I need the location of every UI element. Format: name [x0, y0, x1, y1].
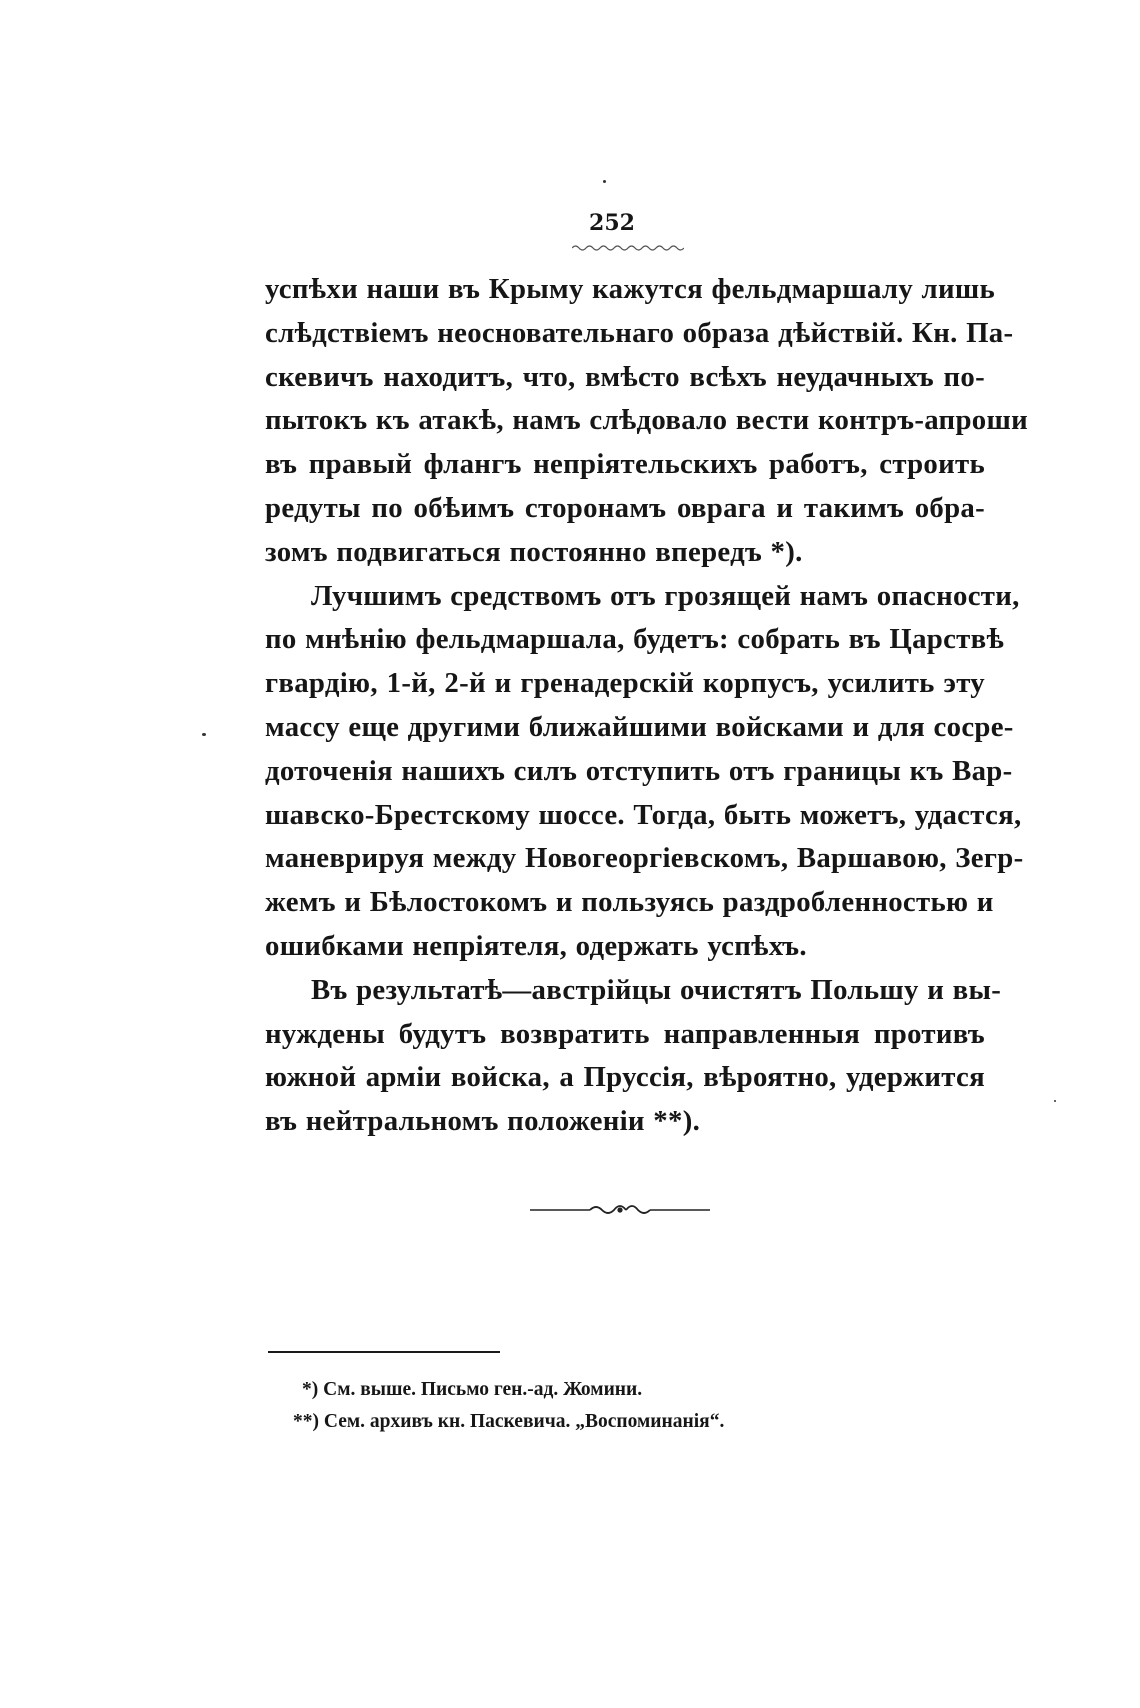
text-line: зомъ подвигаться постоянно впередъ *). [265, 535, 803, 568]
paragraph [265, 969, 1002, 1144]
text-line: Въ результатѣ—австрійцы очистятъ Польшу и вы- [311, 973, 1002, 1006]
footnote-rule [268, 1351, 500, 1353]
scan-speck [603, 180, 606, 183]
text-line: пытокъ къ атакѣ, намъ слѣдовало вести контръ-апроши [265, 404, 1028, 437]
text-line: южной арміи войска, а Пруссія, вѣроятно, удержится [265, 1061, 985, 1094]
text-line: нуждены будутъ возвратить направленныя противъ [265, 1017, 985, 1050]
text-line: жемъ и Бѣлостокомъ и пользуясь раздробленностью и [265, 886, 994, 919]
body-text [265, 268, 1028, 1144]
text-line: въ нейтральномъ положеніи **). [265, 1105, 701, 1138]
text-line: шавско-Брестскому шоссе. Тогда, быть можетъ, удастся, [265, 798, 1022, 831]
page-number: 252 [589, 210, 635, 236]
text-line: Лучшимъ средствомъ отъ грозящей намъ опасности, [311, 579, 1020, 612]
footnote-2: **) Сем. архивъ кн. Паскевича. „Воспоминанія“. [293, 1411, 725, 1432]
scan-speck [1054, 1100, 1056, 1102]
footnote-1: *) См. выше. Письмо ген.-ад. Жомини. [302, 1379, 643, 1400]
paragraph [265, 268, 1028, 575]
page-number-rule [572, 243, 684, 253]
text-line: массу еще другими ближайшими войсками и для сосре- [265, 710, 1014, 743]
text-line: гвардію, 1-й, 2-й и гренадерскій корпусъ, усилить эту [265, 667, 985, 700]
text-line: редуты по обѣимъ сторонамъ оврага и такимъ обра- [265, 491, 985, 524]
text-line: по мнѣнію фельдмаршала, будетъ: собрать въ Царствѣ [265, 623, 1005, 656]
text-line: слѣдствіемъ неосновательнаго образа дѣйствій. Кн. Па- [265, 316, 1014, 349]
ornament-divider [530, 1200, 710, 1220]
text-line: въ правый флангъ непріятельскихъ работъ, строить [265, 448, 985, 481]
text-line: скевичъ находитъ, что, вмѣсто всѣхъ неудачныхъ по- [265, 360, 985, 393]
text-line: доточенія нашихъ силъ отступить отъ границы къ Вар- [265, 754, 1013, 787]
footnotes [268, 1374, 988, 1438]
text-line: ошибками непріятеля, одержать успѣхъ. [265, 929, 807, 962]
scan-speck [202, 733, 206, 736]
text-line: успѣхи наши въ Крыму кажутся фельдмаршалу лишь [265, 273, 996, 305]
paragraph [265, 575, 1024, 969]
text-line: маневрируя между Новогеоргіевскомъ, Варшавою, Зегр- [265, 842, 1024, 875]
